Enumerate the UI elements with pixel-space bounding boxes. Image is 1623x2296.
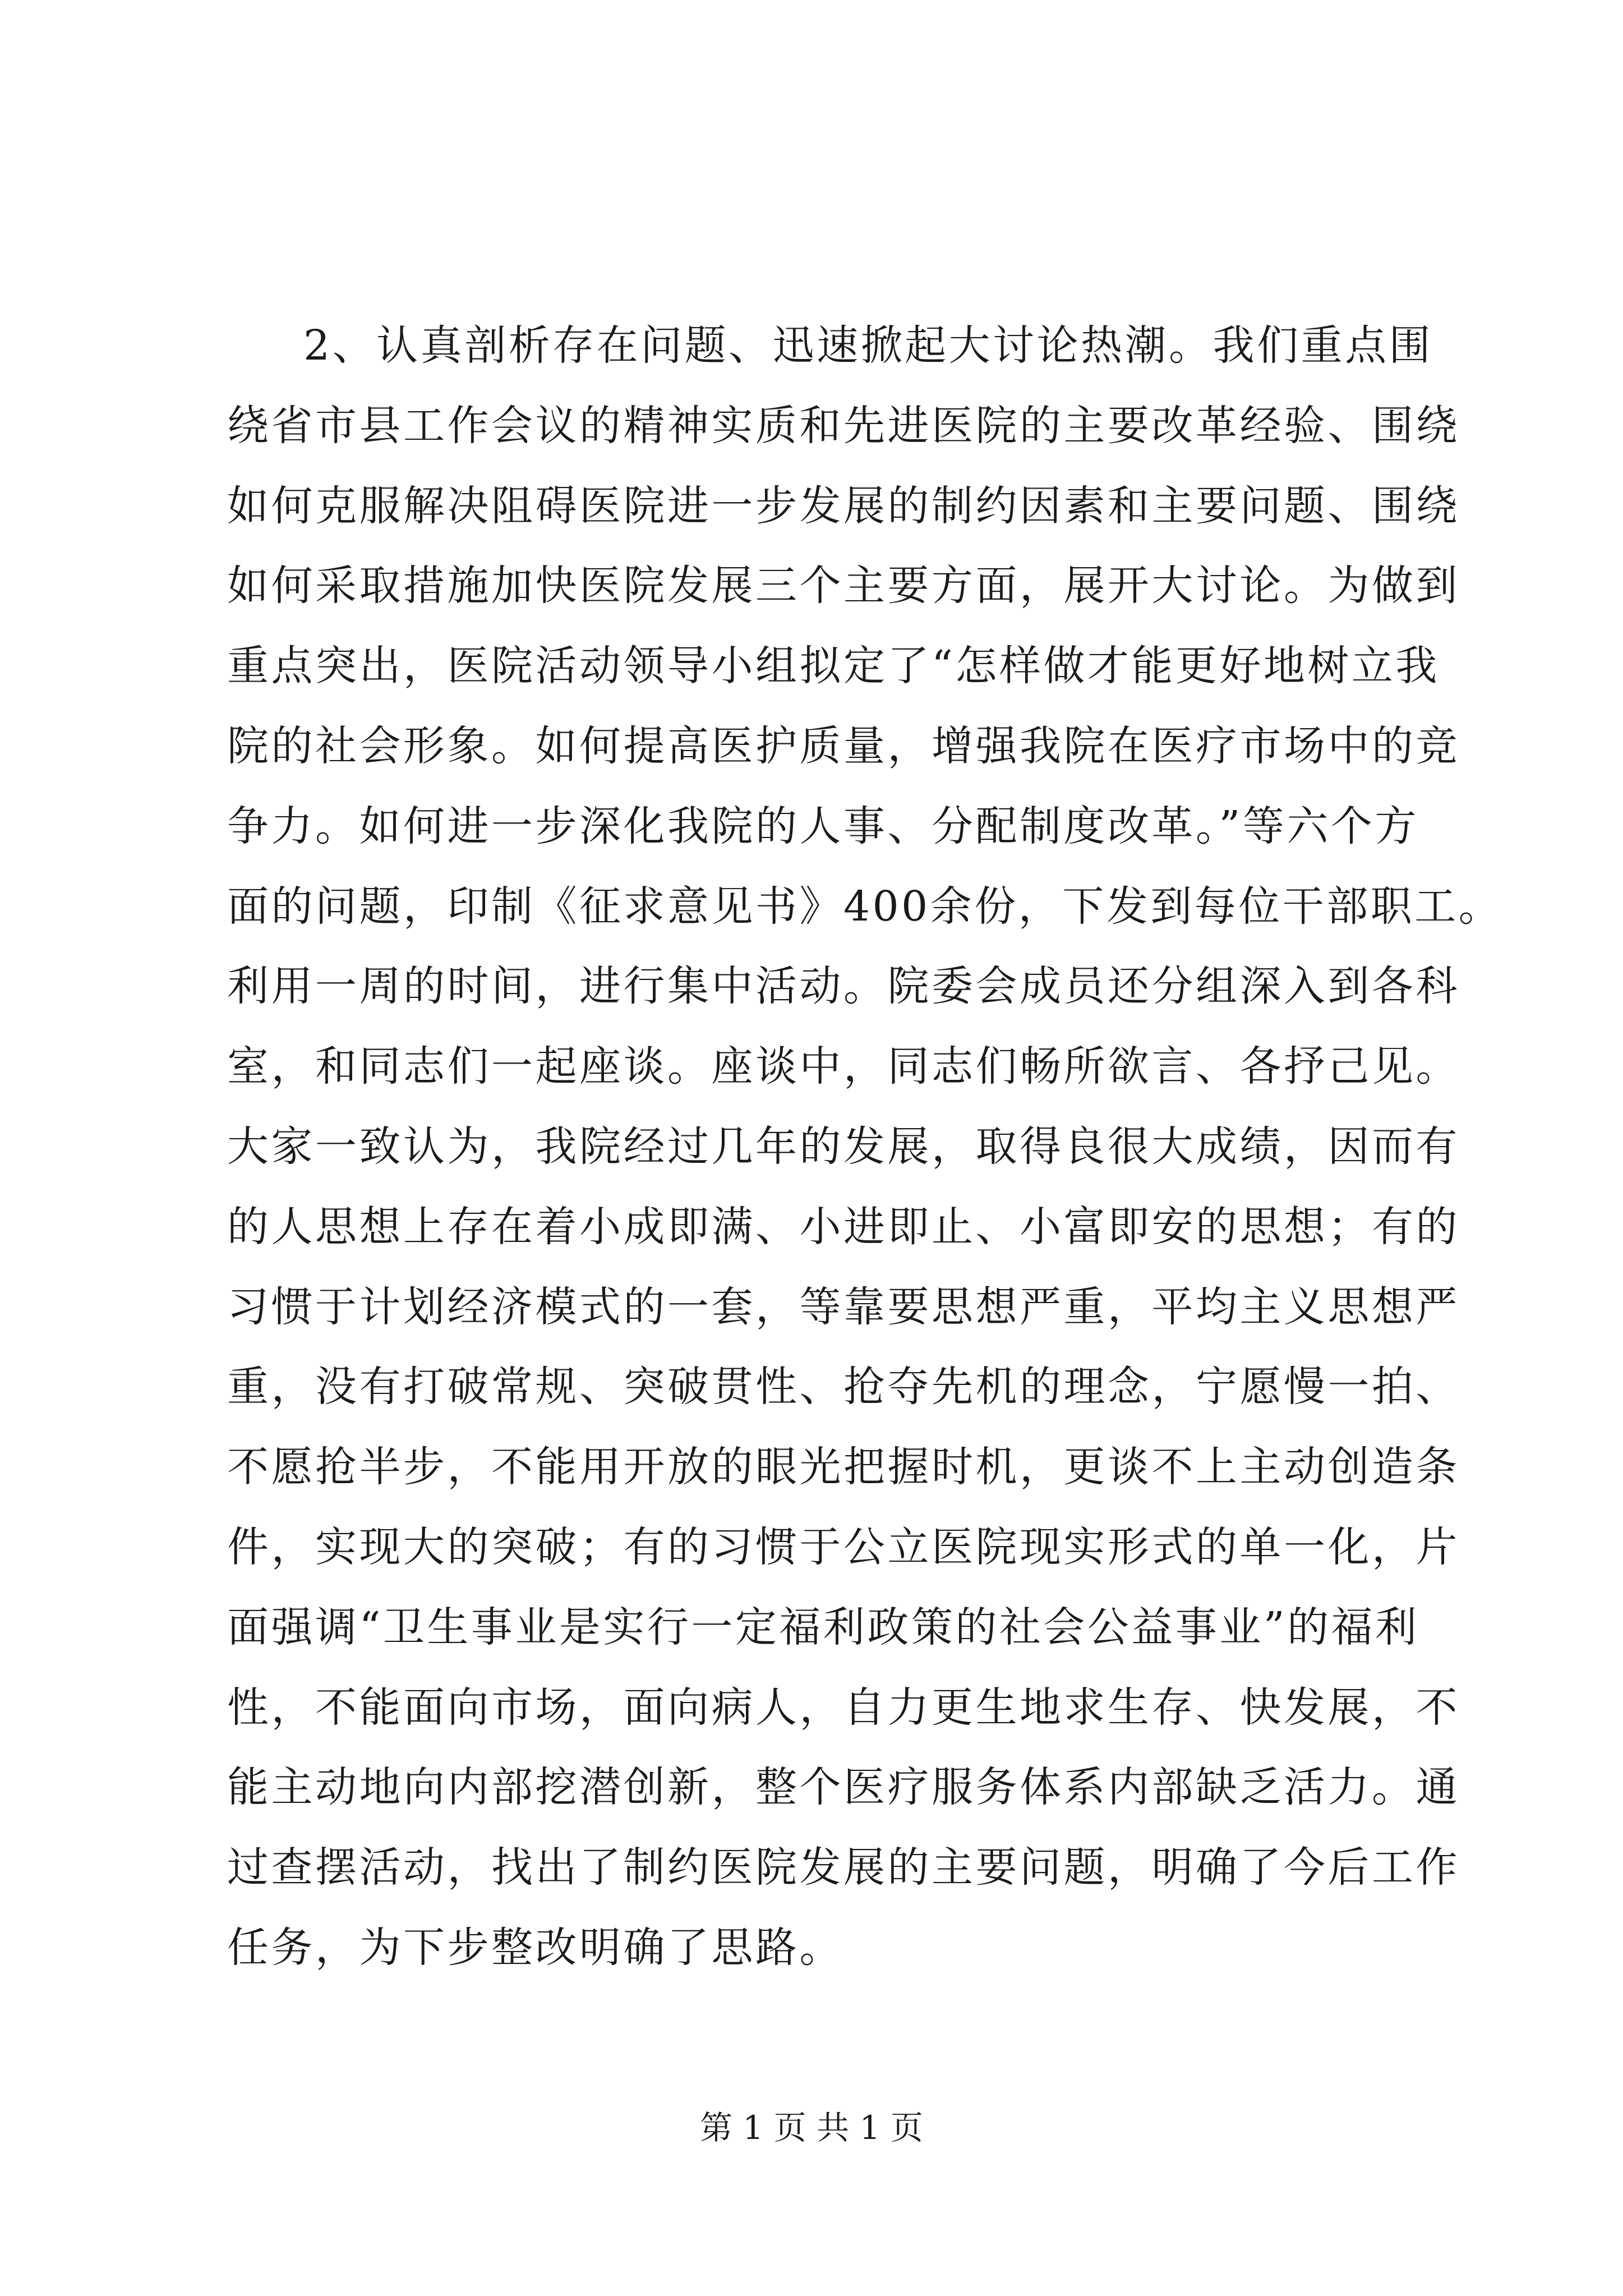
text-line: 重点突出，医院活动领导小组拟定了“怎样做才能更好地树立我 xyxy=(227,642,1440,691)
text-line: 任务，为下步整改明确了思路。 xyxy=(227,1923,843,1972)
text-line: 不愿抢半步，不能用开放的眼光把握时机，更谈不上主动创造条 xyxy=(227,1443,1460,1492)
text-line: 争力。如何进一步深化我院的人事、分配制度改革。”等六个方 xyxy=(227,802,1419,850)
text-line: 习惯于计划经济模式的一套，等靠要思想严重，平均主义思想严 xyxy=(227,1282,1460,1331)
text-line: 2、认真剖析存在问题、迅速掀起大讨论热潮。我们重点围 xyxy=(303,321,1433,370)
text-line: 室，和同志们一起座谈。座谈中，同志们畅所欲言、各抒己见。 xyxy=(227,1042,1460,1091)
text-line: 如何克服解决阻碍医院进一步发展的制约因素和主要问题、围绕 xyxy=(227,481,1460,530)
text-line: 能主动地向内部挖潜创新，整个医疗服务体系内部缺乏活力。通 xyxy=(227,1763,1460,1812)
text-line: 过查摆活动，找出了制约医院发展的主要问题，明确了今后工作 xyxy=(227,1843,1460,1892)
body-paragraph xyxy=(227,306,1503,1988)
text-line: 绕省市县工作会议的精神实质和先进医院的主要改革经验、围绕 xyxy=(227,401,1460,450)
text-line: 性，不能面向市场，面向病人，自力更生地求生存、快发展，不 xyxy=(227,1683,1460,1732)
page-footer: 第 1 页 共 1 页 xyxy=(700,2109,923,2147)
text-line: 利用一周的时间，进行集中活动。院委会成员还分组深入到各科 xyxy=(227,962,1460,1011)
text-line: 重，没有打破常规、突破贯性、抢夺先机的理念，宁愿慢一拍、 xyxy=(227,1363,1460,1411)
text-line: 大家一致认为，我院经过几年的发展，取得良很大成绩，因而有 xyxy=(227,1122,1460,1171)
text-line: 院的社会形象。如何提高医护质量，增强我院在医疗市场中的竞 xyxy=(227,721,1460,770)
text-line: 的人思想上存在着小成即满、小进即止、小富即安的思想；有的 xyxy=(227,1202,1460,1251)
text-line: 件，实现大的突破；有的习惯于公立医院现实形式的单一化，片 xyxy=(227,1522,1460,1571)
text-line: 如何采取措施加快医院发展三个主要方面，展开大讨论。为做到 xyxy=(227,562,1460,610)
text-line: 面的问题，印制《征求意见书》400余份，下发到每位干部职工。 xyxy=(227,882,1503,931)
text-line: 面强调“卫生事业是实行一定福利政策的社会公益事业”的福利 xyxy=(227,1603,1419,1651)
